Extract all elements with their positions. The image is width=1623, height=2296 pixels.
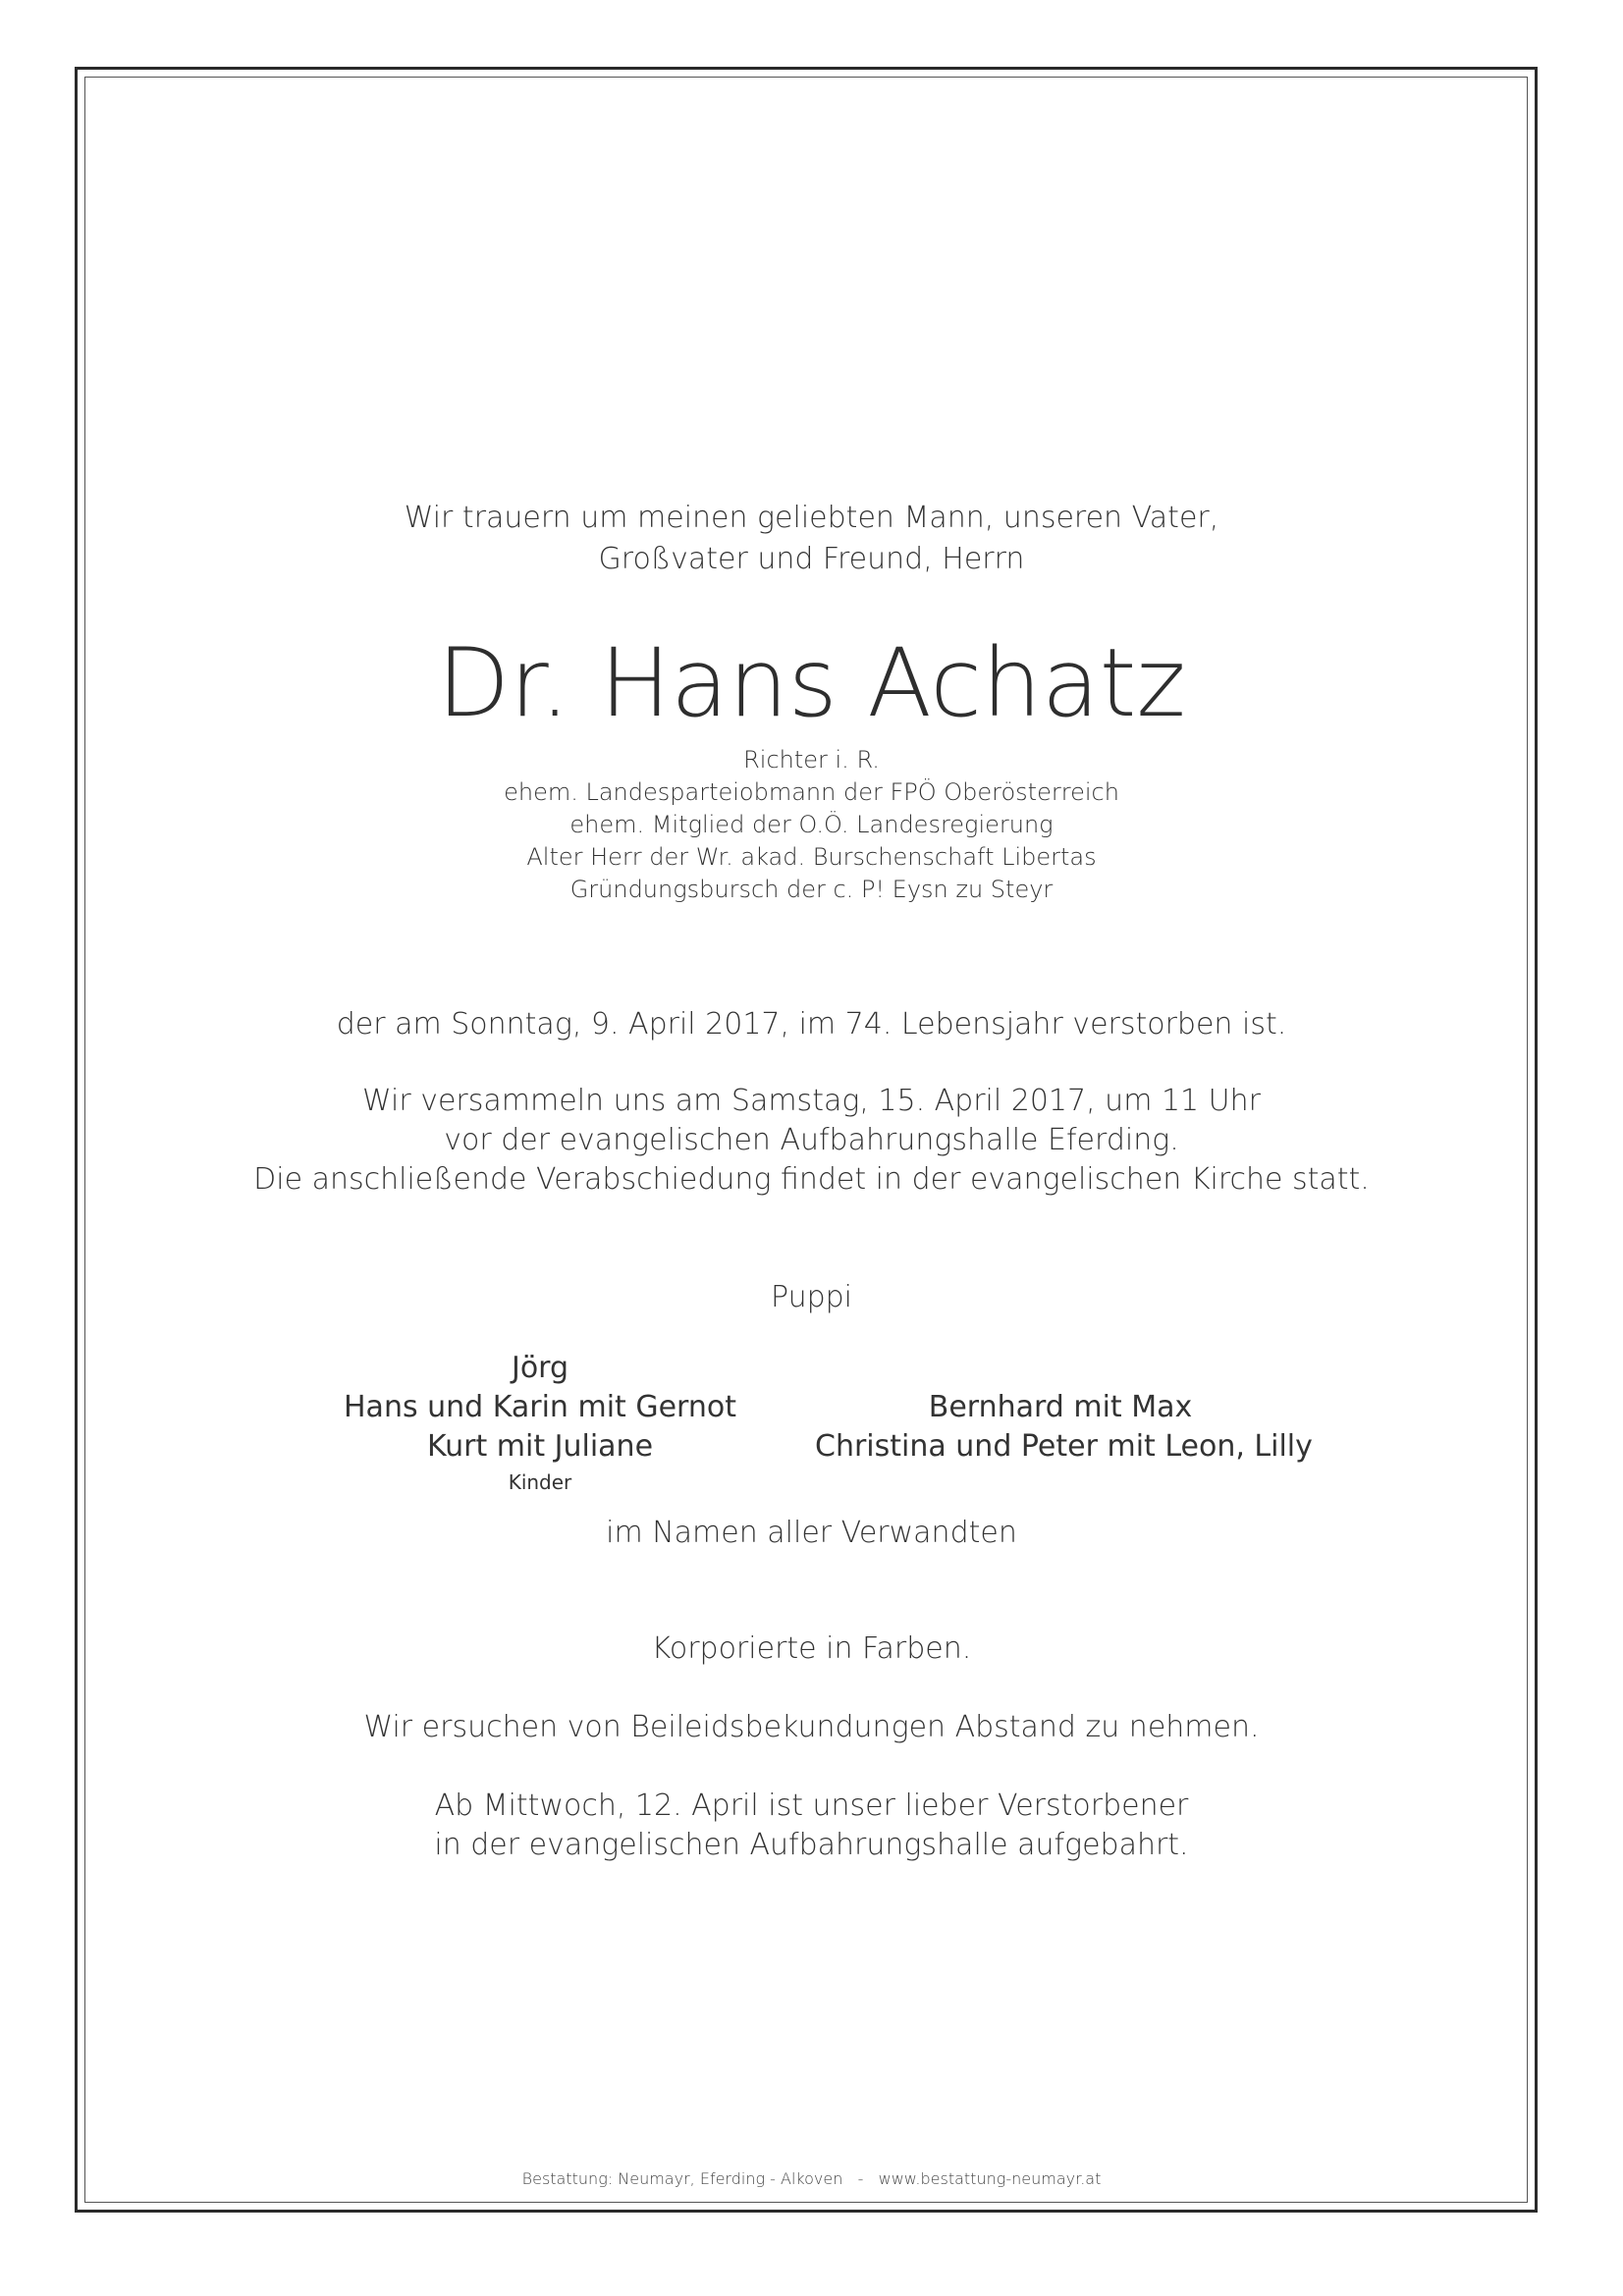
title-line-3: ehem. Mitglied der O.Ö. Landesregierung <box>569 811 1054 838</box>
mourner-right-1: Bernhard mit Max <box>928 1390 1193 1424</box>
intro-line-2: Großvater und Freund, Herrn <box>598 542 1025 576</box>
title-line-4: Alter Herr der Wr. akad. Burschenschaft Libertas <box>526 843 1097 871</box>
note-viewing-line-2: in der evangelischen Aufbahrungshalle aufgebahrt. <box>434 1828 1189 1862</box>
gathering-line-2: vor der evangelischen Aufbahrungshalle Eferding. <box>444 1123 1179 1157</box>
mourner-left-1: Jörg <box>511 1351 569 1385</box>
gathering-line-3: Die anschließende Verabschiedung findet in der evangelischen Kirche statt. <box>253 1162 1370 1197</box>
title-line-1: Richter i. R. <box>743 746 880 774</box>
intro-line-1: Wir trauern um meinen geliebten Mann, unseren Vater, <box>404 501 1219 535</box>
note-condolences: Wir ersuchen von Beileidsbekundungen Abstand zu nehmen. <box>363 1710 1260 1744</box>
title-line-2: ehem. Landesparteiobmann der FPÖ Oberösterreich <box>504 778 1119 806</box>
deceased-name: Dr. Hans Achatz <box>437 628 1186 738</box>
mourner-left-caption: Kinder <box>508 1470 572 1494</box>
gathering-line-1: Wir versammeln uns am Samstag, 15. April 2017, um 11 Uhr <box>362 1084 1261 1118</box>
mourner-spouse: Puppi <box>771 1280 852 1314</box>
note-colors: Korporierte in Farben. <box>651 1631 972 1666</box>
note-viewing-line-1: Ab Mittwoch, 12. April ist unser lieber Verstorbener <box>434 1789 1189 1823</box>
footer-undertaker: Bestattung: Neumayr, Eferding - Alkoven - www.bestattung-neumayr.at <box>521 2169 1102 2188</box>
mourner-left-2: Hans und Karin mit Gernot <box>344 1390 736 1424</box>
death-notice: der am Sonntag, 9. April 2017, im 74. Lebensjahr verstorben ist. <box>336 1007 1287 1041</box>
title-line-5: Gründungsbursch der c. P! Eysn zu Steyr <box>569 876 1054 903</box>
mourner-relatives: im Namen aller Verwandten <box>606 1516 1017 1550</box>
mourner-right-2: Christina und Peter mit Leon, Lilly <box>815 1429 1313 1464</box>
mourner-left-3: Kurt mit Juliane <box>426 1429 654 1464</box>
